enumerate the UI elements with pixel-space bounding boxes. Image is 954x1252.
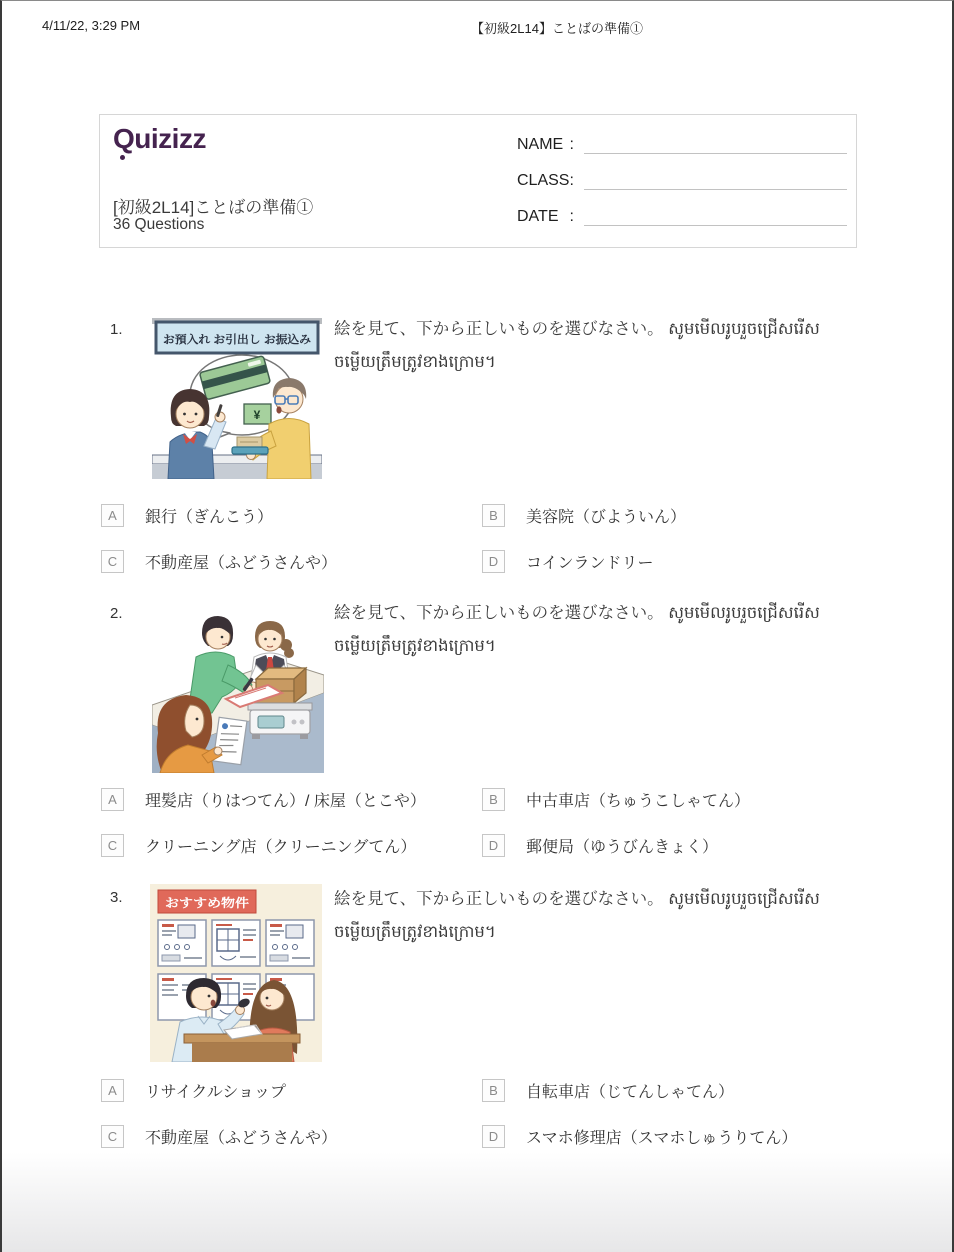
choice-a: [101, 788, 482, 811]
choice-letter: A: [101, 1079, 124, 1102]
print-document-title: 【初級2L14】ことばの準備①: [471, 21, 643, 36]
choice-d: [482, 834, 842, 857]
yen-card-label: ¥: [253, 408, 261, 422]
bank-illustration: [152, 318, 322, 479]
name-label: NAME: [517, 136, 564, 153]
name-field: [517, 131, 847, 154]
name-colon: :: [569, 136, 574, 153]
choice-letter: B: [482, 504, 505, 527]
choice-c: [101, 1125, 482, 1148]
choices-question-2: [101, 788, 842, 857]
choice-c: [101, 550, 482, 573]
choice-a: [101, 504, 482, 527]
choices-question-1: [101, 504, 842, 573]
choice-letter: D: [482, 550, 505, 573]
choice-b: [482, 1079, 842, 1102]
question-prompt: 絵を見て、下から正しいものを選びなさい。 សូមមើលរូបរួចជ្រើសរើសចម្លើយត្រឹមត្រូវខាងក្រោម។: [334, 320, 820, 371]
question-count: 36 Questions: [113, 216, 205, 233]
choice-text: 中古車店（ちゅうこしゃてん）: [526, 793, 751, 810]
date-label: DATE: [517, 208, 559, 225]
question-prompt: 絵を見て、下から正しいものを選びなさい。 សូមមើលរូបរួចជ្រើសរើសចម្លើយត្រឹមត្រូវខាងក្រោម។: [334, 604, 820, 655]
quiz-title: [初級2L14]ことばの準備①: [113, 198, 314, 217]
choice-letter: B: [482, 1079, 505, 1102]
question-number: 1.: [110, 321, 123, 338]
choice-letter: C: [101, 1125, 124, 1148]
choice-letter: C: [101, 834, 124, 857]
student-fields: [517, 131, 847, 239]
question-number: 3.: [110, 889, 123, 906]
page-bottom-fade: [2, 1152, 952, 1252]
choice-text: コインランドリー: [526, 555, 654, 572]
choice-d: [482, 550, 842, 573]
choice-text: 理髪店（りはつてん）/ 床屋（とこや）: [145, 793, 426, 810]
real-estate-illustration: [150, 884, 322, 1062]
post-office-illustration: [152, 601, 324, 773]
choice-letter: A: [101, 504, 124, 527]
choice-d: [482, 1125, 842, 1148]
class-label: CLASS: [517, 172, 570, 189]
choice-text: クリーニング店（クリーニングてん）: [145, 839, 417, 856]
bank-sign-text: お預入れ お引出し お振込み: [163, 334, 302, 346]
quiz-header-box: [99, 114, 857, 248]
print-datetime: 4/11/22, 3:29 PM: [42, 18, 141, 33]
date-field: [517, 203, 847, 226]
choice-text: 不動産屋（ふどうさんや）: [145, 555, 338, 572]
choice-text: 銀行（ぎんこう）: [145, 509, 274, 526]
choice-text: リサイクルショップ: [145, 1084, 287, 1101]
date-colon: :: [569, 208, 574, 225]
choice-a: [101, 1079, 482, 1102]
recommended-listings-sign-text: おすすめ物件: [165, 896, 238, 910]
choice-c: [101, 834, 482, 857]
choice-letter: C: [101, 550, 124, 573]
class-write-line: [584, 171, 847, 190]
quizizz-logo-dot: [120, 155, 125, 160]
date-write-line: [584, 207, 847, 226]
question-prompt: 絵を見て、下から正しいものを選びなさい。 សូមមើលរូបរួចជ្រើសរើសចម្លើយត្រឹមត្រូវខាងក្រោម។: [334, 890, 820, 941]
quizizz-logo: Quizizz: [113, 123, 206, 154]
choice-text: 郵便局（ゆうびんきょく）: [526, 839, 719, 856]
class-field: [517, 167, 847, 190]
question-number: 2.: [110, 605, 123, 622]
choice-text: 自転車店（じてんしゃてん）: [526, 1084, 735, 1101]
choices-question-3: [101, 1079, 842, 1148]
class-colon: :: [569, 172, 574, 189]
choice-letter: B: [482, 788, 505, 811]
choice-letter: A: [101, 788, 124, 811]
name-write-line: [584, 135, 847, 154]
choice-text: スマホ修理店（スマホしゅうりてん）: [526, 1130, 798, 1147]
choice-b: [482, 504, 842, 527]
choice-letter: D: [482, 1125, 505, 1148]
choice-b: [482, 788, 842, 811]
choice-text: 美容院（びよういん）: [526, 509, 687, 526]
choice-letter: D: [482, 834, 505, 857]
choice-text: 不動産屋（ふどうさんや）: [145, 1130, 338, 1147]
